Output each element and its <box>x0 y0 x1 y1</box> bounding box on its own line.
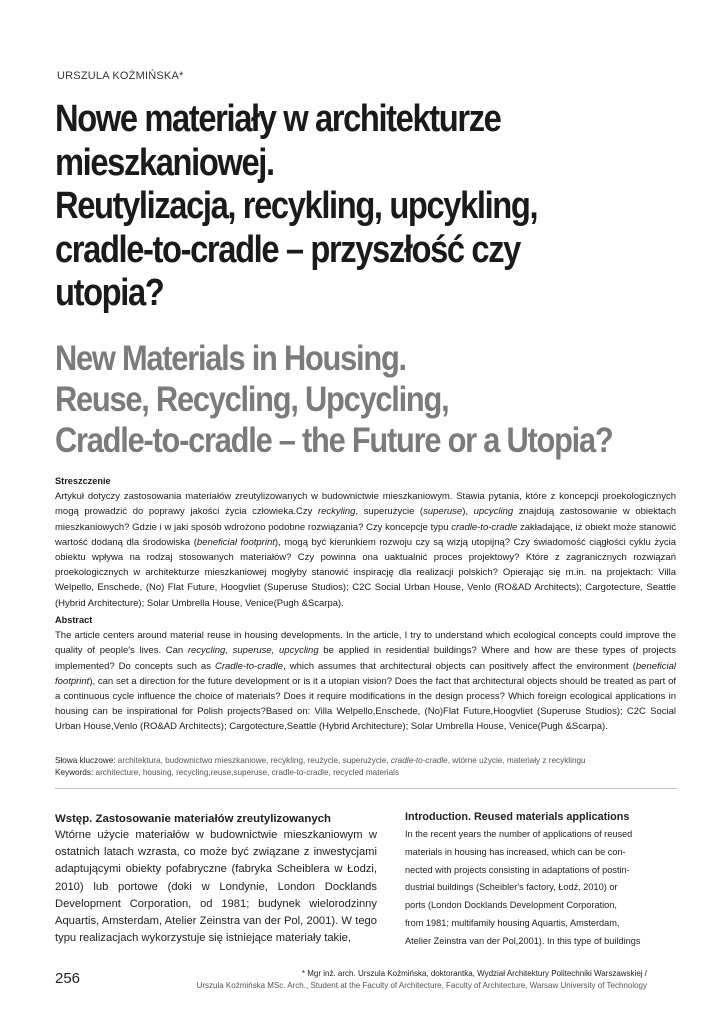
title-polish-line: mieszkaniowej. <box>55 141 274 184</box>
title-english <box>55 338 653 461</box>
author-name: URSZULA KOŻMIŃSKA* <box>57 70 184 82</box>
keywords-polish: Słowa kluczowe: architektura, budownictwo mieszkaniowe, recykling, reużycie, superużycie, cradle-to-cradle, wtórne użycie, materiały z recyklingu <box>55 756 586 765</box>
footnote <box>197 968 647 991</box>
abstract-text: The article centers around material reuse in housing developments. In the article, I try to understand which ecological concepts could improve the quality of people's lives. Can recycling, superuse, upcycling be applied in residential buildings? Where and how are these types of projects implemented? Do concepts such as Cradle-to-cradle, which assumes that architectural objects can positively affect the environment (beneficial footprint), can set a direction for the future development or is it a utopian vision? Does the fact that architectural objects should be treated as part of a continuous cycle influence the choice of materials? Does it require modifications in the design process? Which foreign ecological applications in housing can be inspirational for Polish projects?Based on: Villa Welpello,Enschede, (No)Flat Future,Hoogvliet (Superuse Studios); C2C Social Urban House,Venlo (RO&AD Architects); Cargotecture,Seattle (Hybrid Architecture); Solar Umbrella House, Venice(Pugh &Scarpa). <box>55 630 677 733</box>
streszczenie-block <box>55 474 676 611</box>
title-english-line: New Materials in Housing. <box>55 339 406 378</box>
section-english <box>405 810 648 951</box>
title-polish-line: Reutylizacja, recykling, upcykling, <box>55 185 538 227</box>
footnote-line: Urszula Koźmińska MSc. Arch., Student at the Faculty of Architecture, Faculty of Architecture, Warsaw University of Technology <box>196 980 647 990</box>
section-polish-heading: Wstęp. Zastosowanie materiałów zreutylizowanych <box>55 813 331 825</box>
title-polish-line: cradle-to-cradle – przyszłość czy <box>55 228 520 271</box>
title-polish <box>55 98 588 316</box>
keywords-polish-label: Słowa kluczowe: <box>55 756 116 765</box>
streszczenie-text: Artykuł dotyczy zastosowania materiałów zreutylizowanych w budownictwie mieszkaniowym. Stawia pytania, które z koncepcji proekologicznych mogą prowadzić do poprawy jakości życia człowieka.Czy reckyling, superużycie (superuse), upcycling znajdują zastosowanie w obiektach mieszkaniowych? Gdzie i w jaki sposób wdrożono podobne rozwiązania? Czy koncepcje typu cradle-to-cradle zakładające, iż obiekt może stanowić wartość dodaną dla środowiska (beneficial footprint), mogą być kierunkiem rozwoju czy są wizją utopijną? Czy świadomość ciągłości cyklu życia obiektu wpływa na rodzaj stosowanych materiałów? Czy powinna ona uaktualnić proces projektowy? Które z zagranicznych rozwiązań proekologicznych w architekturze mieszkaniowej mogłyby stanowić inspirację dla realizacji polskich? Opierając się m.in. na projektach: Villa Welpello, Enschede, (No) Flat Future, Hoogvliet (Superuse Studios); C2C Social Urban House, Venlo (RO&AD Architects); Cargotecture, Seattle (Hybrid Architecture); Solar Umbrella House, Venice(Pugh &Scarpa). <box>55 491 677 609</box>
keywords-english-label: Keywords: <box>55 768 94 777</box>
section-polish <box>55 812 377 947</box>
keywords-english: Keywords: architecture, housing, recycling,reuse,superuse, cradle-to-cradle, recycled materials <box>55 768 400 777</box>
section-divider <box>55 788 677 789</box>
streszczenie-heading: Streszczenie <box>55 476 111 486</box>
page-number: 256 <box>55 970 81 987</box>
title-polish-line: utopia? <box>55 272 164 314</box>
section-polish-text: Wtórne użycie materiałów w budownictwie mieszkaniowym w ostatnich latach wzrasta, co może być związane z inwestycjami adaptującymi obiekty pofabryczne (fabryka Scheiblera w Łodzi, 2010) lub portowe (doki w Londynie, London Docklands Development Corporation, od 1981; budynek wielorodzinny Aquartis, Amsterdam, Atelier Zeinstra van der Pol, 2001). W tego typu realizacjach wykorzystuje się istniejące materiały takie, <box>55 829 377 945</box>
section-english-text: In the recent years the number of applications of reused materials in housing has increased, which can be con- nected with projects consisting in adaptations of postin- dustrial buildings (Scheibler's factory, Łodź, 2010) or ports (London Docklands Development Corporation, from 1981; multifamily housing Aquartis, Amsterdam, Atelier Zeinstra van der Pol,2001). In this type of buildings <box>405 829 641 946</box>
footnote-line: * Mgr inż. arch. Urszula Koźmińska, doktorantka, Wydział Architektury Politechniki Warszawskiej / <box>301 969 647 978</box>
abstract-block <box>55 613 676 735</box>
abstract-heading: Abstract <box>55 615 93 625</box>
section-english-heading: Introduction. Reused materials applications <box>405 811 630 823</box>
title-english-line: Reuse, Recycling, Upcycling, <box>55 380 449 419</box>
title-polish-line: Nowe materiały w architekturze <box>55 98 501 140</box>
title-english-line: Cradle-to-cradle – the Future or a Utopia? <box>55 421 613 460</box>
